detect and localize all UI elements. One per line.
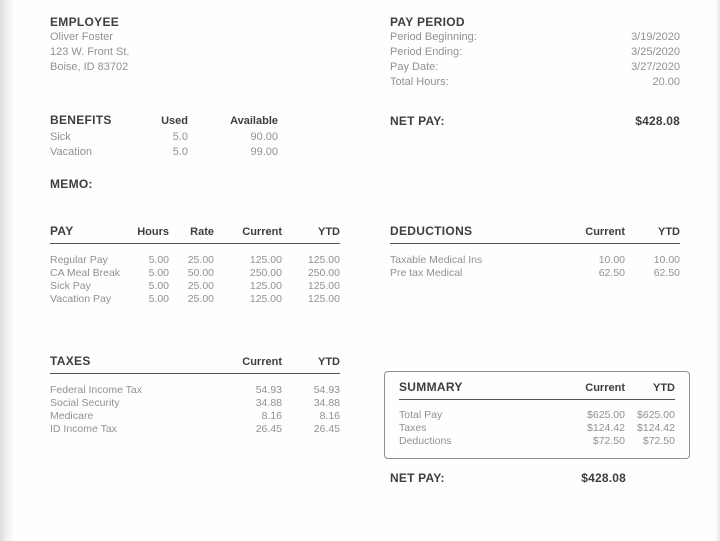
pay-row-label: Regular Pay	[50, 254, 108, 266]
pay-table-heading: PAY	[50, 224, 74, 238]
tax-row	[50, 423, 340, 436]
pay-period-row	[390, 75, 680, 90]
deduction-label: Taxable Medical Ins	[390, 254, 483, 266]
tax-current: 26.45	[255, 423, 282, 435]
pay-row	[50, 293, 340, 306]
pay-period-value: 3/19/2020	[631, 31, 680, 43]
pay-period-section	[390, 14, 680, 90]
net-pay-value: $428.08	[635, 114, 680, 128]
summary-table-header	[399, 380, 675, 400]
tax-row	[50, 410, 340, 423]
pay-col-current: Current	[242, 226, 282, 238]
summary-label: Deductions	[399, 435, 452, 447]
tax-row	[50, 384, 340, 397]
pay-row-hours: 5.00	[148, 267, 169, 279]
pay-row-rate: 25.00	[187, 293, 214, 305]
taxes-col-current: Current	[242, 356, 282, 368]
net-pay-top	[390, 114, 680, 128]
summary-current: $72.50	[592, 435, 625, 447]
summary-col-current: Current	[585, 382, 625, 394]
tax-ytd: 8.16	[319, 410, 340, 422]
pay-col-rate: Rate	[190, 226, 214, 238]
pay-row-label: Sick Pay	[50, 280, 91, 292]
pay-row-current: 250.00	[249, 267, 282, 279]
pay-period-label: Total Hours:	[390, 76, 449, 88]
pay-row-current: 125.00	[249, 280, 282, 292]
net-pay-label: NET PAY:	[390, 471, 445, 485]
tax-current: 8.16	[261, 410, 282, 422]
pay-period-value: 20.00	[652, 76, 680, 88]
pay-row-rate: 50.00	[187, 267, 214, 279]
pay-row-label: Vacation Pay	[50, 293, 112, 305]
tax-label: Social Security	[50, 397, 120, 409]
summary-col-ytd: YTD	[653, 382, 675, 394]
deductions-col-ytd: YTD	[658, 226, 680, 238]
deductions-table	[390, 224, 680, 280]
pay-period-label: Period Beginning:	[390, 31, 477, 43]
pay-col-ytd: YTD	[318, 226, 340, 238]
tax-label: Medicare	[50, 410, 94, 422]
pay-col-hours: Hours	[137, 226, 169, 238]
pay-table	[50, 224, 340, 306]
scan-edge-left	[0, 0, 14, 541]
benefits-row	[50, 130, 340, 145]
benefits-header-row	[50, 112, 340, 128]
summary-current: $625.00	[587, 409, 625, 421]
memo-heading: MEMO:	[50, 177, 93, 191]
pay-row-ytd: 250.00	[307, 267, 340, 279]
pay-period-row	[390, 30, 680, 45]
tax-label: ID Income Tax	[50, 423, 117, 435]
pay-period-heading: PAY PERIOD	[390, 15, 465, 29]
pay-row-hours: 5.00	[148, 280, 169, 292]
benefit-label: Vacation	[50, 146, 92, 158]
pay-row	[50, 280, 340, 293]
deduction-row	[390, 267, 680, 280]
benefits-col-used: Used	[161, 115, 188, 127]
pay-period-row	[390, 60, 680, 75]
tax-ytd: 54.93	[313, 384, 340, 396]
taxes-table	[50, 354, 340, 436]
pay-row	[50, 267, 340, 280]
summary-label: Total Pay	[399, 409, 443, 421]
deductions-heading: DEDUCTIONS	[390, 224, 473, 238]
benefit-used: 5.0	[172, 131, 188, 143]
summary-label: Taxes	[399, 422, 427, 434]
employee-section	[50, 14, 340, 75]
benefit-available: 90.00	[250, 131, 278, 143]
pay-period-label: Period Ending:	[390, 46, 463, 58]
pay-row	[50, 254, 340, 267]
net-pay-value: $428.08	[581, 471, 626, 485]
pay-table-header	[50, 224, 340, 244]
summary-heading: SUMMARY	[399, 380, 463, 394]
benefit-label: Sick	[50, 131, 71, 143]
tax-current: 54.93	[255, 384, 282, 396]
summary-ytd: $124.42	[637, 422, 675, 434]
summary-ytd: $625.00	[637, 409, 675, 421]
benefit-used: 5.0	[172, 146, 188, 158]
taxes-col-ytd: YTD	[318, 356, 340, 368]
employee-address-line-2: Boise, ID 83702	[50, 61, 129, 73]
tax-current: 34.88	[255, 397, 282, 409]
net-pay-label: NET PAY:	[390, 114, 445, 128]
deduction-current: 10.00	[598, 254, 625, 266]
pay-row-label: CA Meal Break	[50, 267, 121, 279]
benefits-heading: BENEFITS	[50, 113, 112, 127]
tax-ytd: 26.45	[313, 423, 340, 435]
benefits-col-available: Available	[230, 115, 278, 127]
employee-address-line-1: 123 W. Front St.	[50, 46, 130, 58]
summary-row	[399, 409, 675, 422]
pay-period-value: 3/25/2020	[631, 46, 680, 58]
taxes-table-header	[50, 354, 340, 374]
pay-row-ytd: 125.00	[307, 293, 340, 305]
deduction-label: Pre tax Medical	[390, 267, 463, 279]
deduction-current: 62.50	[598, 267, 625, 279]
tax-ytd: 34.88	[313, 397, 340, 409]
summary-ytd: $72.50	[642, 435, 675, 447]
summary-current: $124.42	[587, 422, 625, 434]
employee-name: Oliver Foster	[50, 31, 113, 43]
benefits-row	[50, 145, 340, 160]
deductions-table-header	[390, 224, 680, 244]
tax-row	[50, 397, 340, 410]
deduction-row	[390, 254, 680, 267]
scan-edge-right	[715, 0, 720, 541]
pay-row-rate: 25.00	[187, 254, 214, 266]
deduction-ytd: 10.00	[653, 254, 680, 266]
summary-row	[399, 435, 675, 448]
deduction-ytd: 62.50	[653, 267, 680, 279]
pay-row-current: 125.00	[249, 254, 282, 266]
pay-row-ytd: 125.00	[307, 280, 340, 292]
employee-heading: EMPLOYEE	[50, 15, 120, 29]
pay-row-hours: 5.00	[148, 254, 169, 266]
memo-section	[50, 176, 93, 192]
pay-period-label: Pay Date:	[390, 61, 439, 73]
pay-period-value: 3/27/2020	[631, 61, 680, 73]
pay-row-ytd: 125.00	[307, 254, 340, 266]
pay-row-hours: 5.00	[148, 293, 169, 305]
tax-label: Federal Income Tax	[50, 384, 143, 396]
summary-row	[399, 422, 675, 435]
pay-row-current: 125.00	[249, 293, 282, 305]
net-pay-bottom	[390, 471, 626, 485]
pay-row-rate: 25.00	[187, 280, 214, 292]
deductions-col-current: Current	[585, 226, 625, 238]
pay-period-row	[390, 45, 680, 60]
benefits-section	[50, 112, 340, 160]
benefit-available: 99.00	[250, 146, 278, 158]
summary-box	[384, 371, 690, 459]
taxes-heading: TAXES	[50, 354, 91, 368]
